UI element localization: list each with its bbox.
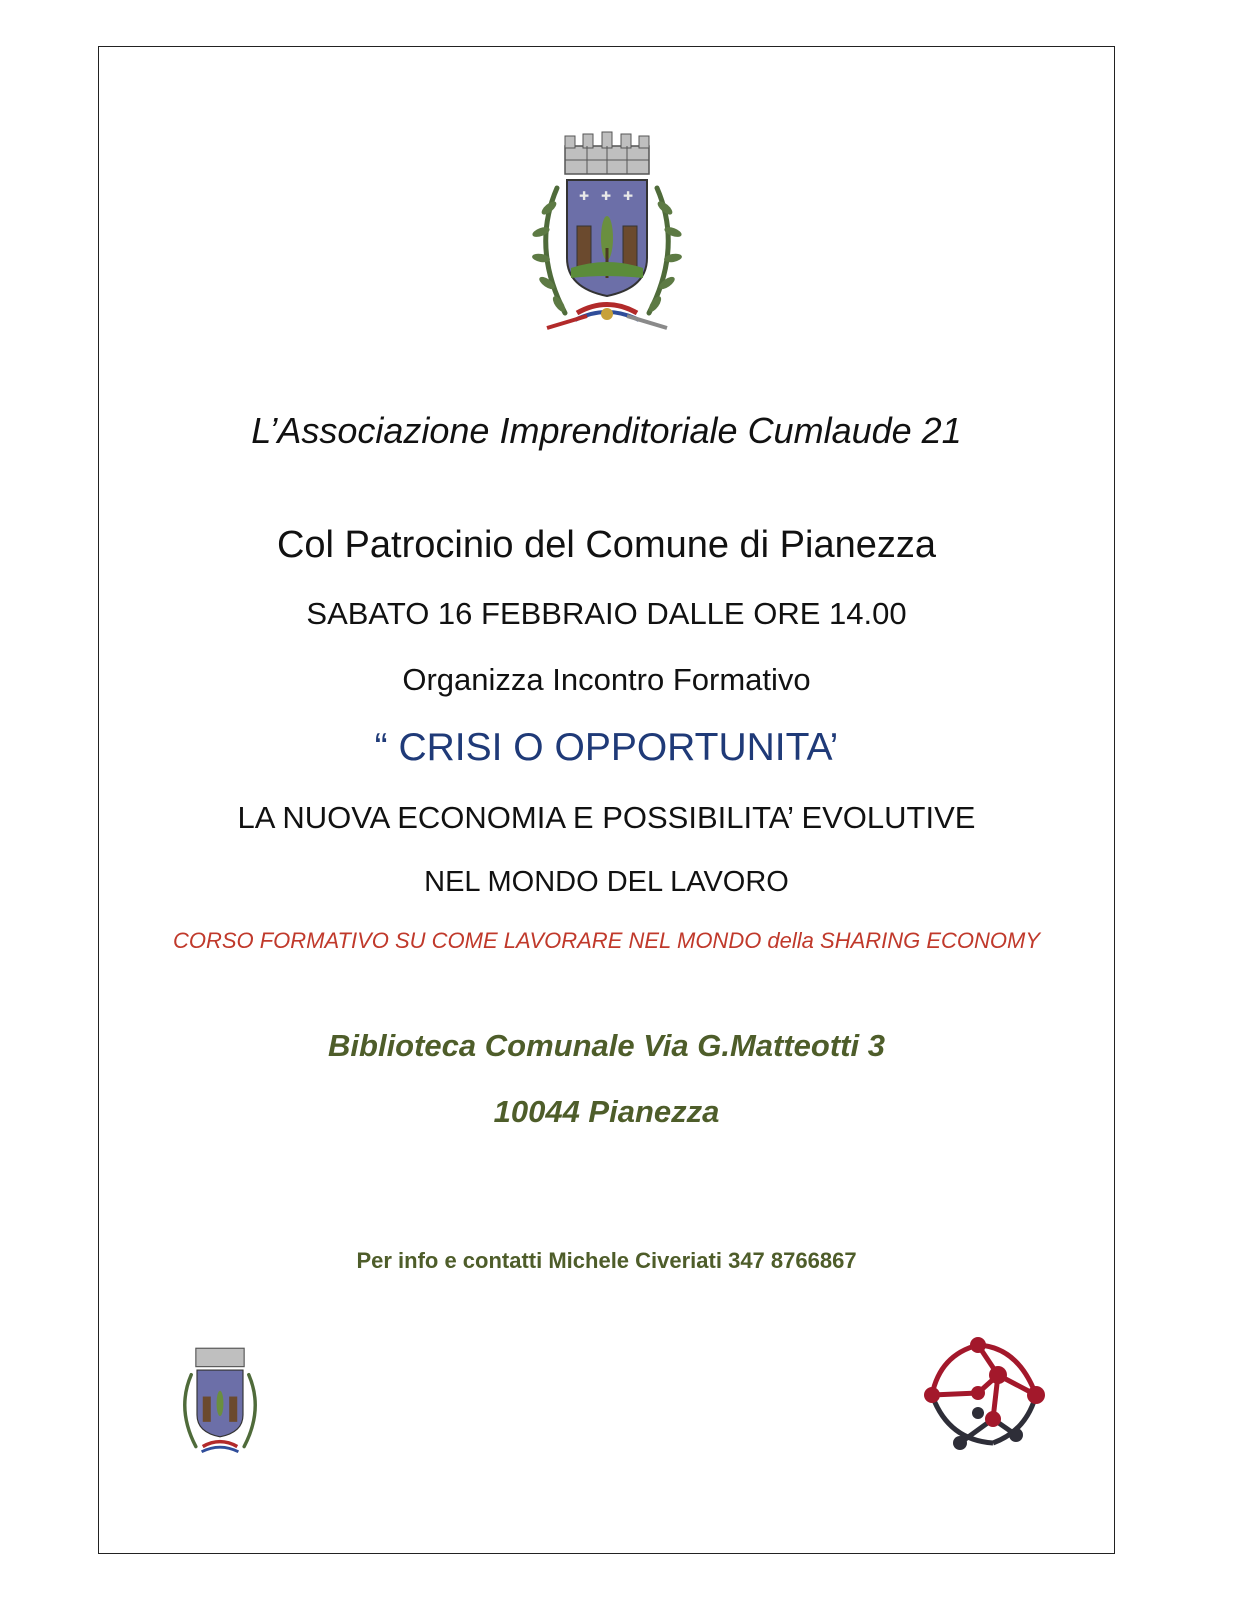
svg-text:✚: ✚ (623, 189, 634, 203)
contact-info: Per info e contatti Michele Civeriati 347 8766867 (356, 1248, 857, 1273)
venue-city: 10044 Pianezza (493, 1094, 720, 1129)
svg-text:✚: ✚ (601, 189, 612, 203)
organizes-line: Organizza Incontro Formativo (402, 662, 811, 697)
svg-text:✚: ✚ (579, 189, 590, 203)
event-subtitle-line1: LA NUOVA ECONOMIA E POSSIBILITA’ EVOLUTIVE (237, 800, 976, 835)
venue-address: Biblioteca Comunale Via G.Matteotti 3 (328, 1028, 885, 1063)
event-date: SABATO 16 FEBBRAIO DALLE ORE 14.00 (306, 596, 907, 631)
course-note: CORSO FORMATIVO SU COME LAVORARE NEL MONDO della SHARING ECONOMY (172, 928, 1041, 953)
mural-crown (565, 132, 649, 174)
patronage-line: Col Patrocinio del Comune di Pianezza (276, 524, 937, 566)
event-title: “ CRISI O OPPORTUNITA’ (374, 726, 839, 769)
association-name: L’Associazione Imprenditoriale Cumlaude 21 (251, 410, 962, 451)
coat-of-arms-small-image (174, 1340, 266, 1464)
coat-of-arms-image (527, 128, 687, 343)
network-globe-logo (918, 1335, 1050, 1455)
event-subtitle-line2: NEL MONDO DEL LAVORO (424, 866, 789, 898)
